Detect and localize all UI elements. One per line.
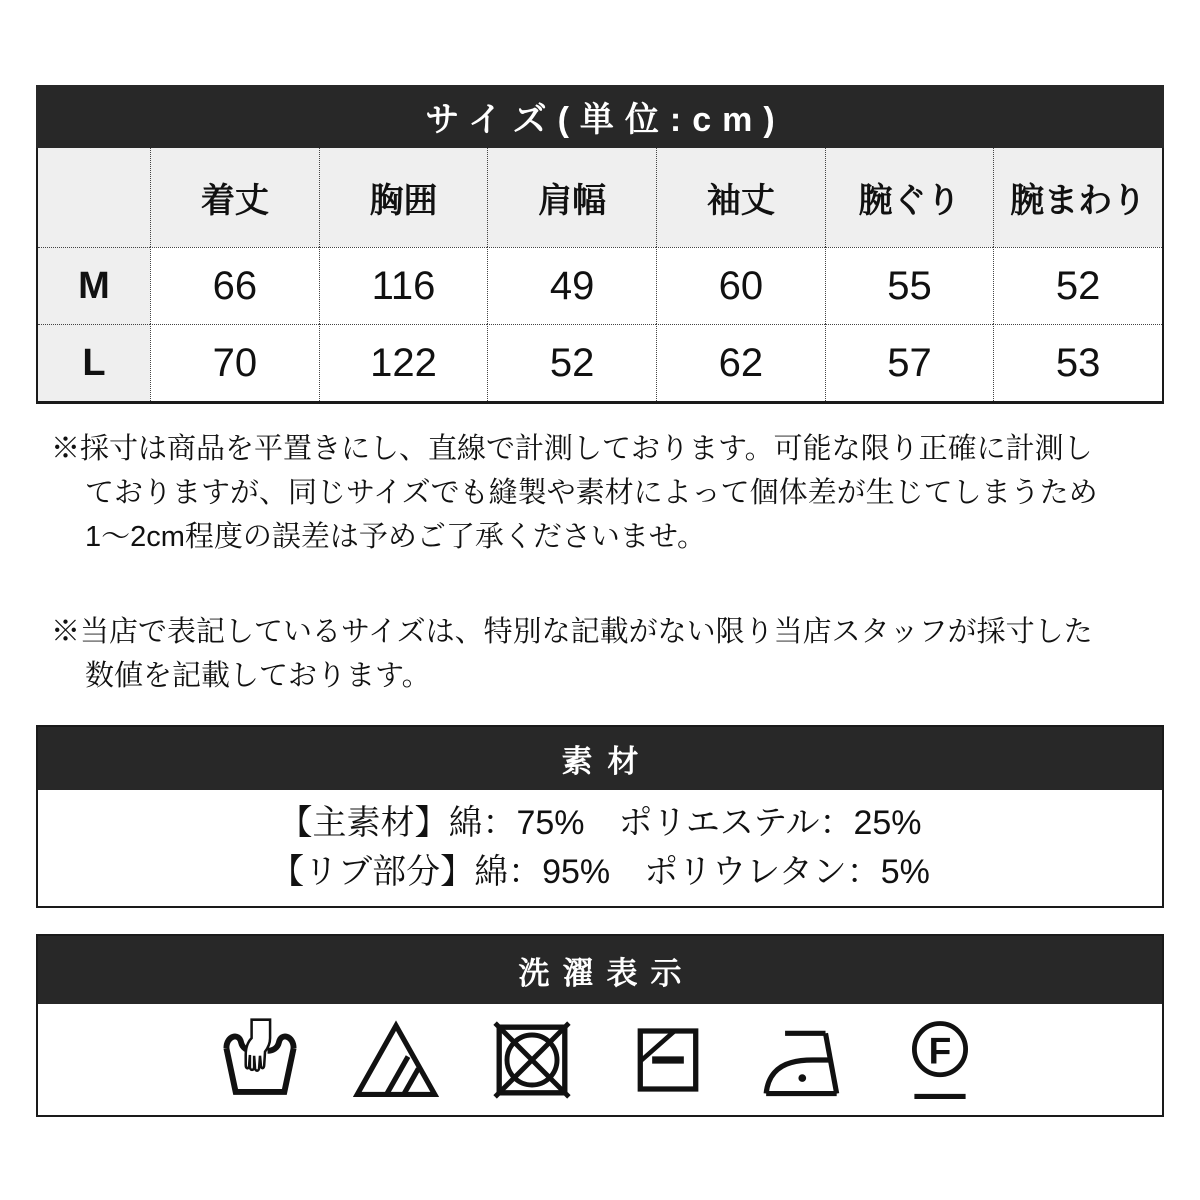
- size-row-label: M: [38, 247, 150, 324]
- note-line: ておりますが、同じサイズでも縫製や素材によって個体差が生じてしまうため: [85, 477, 1098, 509]
- dry-clean-letter: F: [928, 1028, 952, 1071]
- measurement-note: [36, 427, 1164, 559]
- note-line: ※当店で表記しているサイズは、特別な記載がない限り当店スタッフが採寸した: [51, 616, 1093, 648]
- size-value-cell: 70: [150, 324, 319, 401]
- size-column-header: 腕まわり: [993, 148, 1162, 247]
- size-value-cell: 53: [993, 324, 1162, 401]
- care-section-title: 洗濯表示: [38, 936, 1162, 1004]
- size-value-cell: 52: [993, 247, 1162, 324]
- size-value-cell: 66: [150, 247, 319, 324]
- size-column-header: 腕ぐり: [825, 148, 994, 247]
- size-value-cell: 49: [487, 247, 656, 324]
- size-column-header: 袖丈: [656, 148, 825, 247]
- dry-clean-petroleum-gentle-icon: [872, 1018, 1008, 1102]
- size-value-cell: 57: [825, 324, 994, 401]
- size-value-cell: 60: [656, 247, 825, 324]
- flat-dry-in-shade-icon: [600, 1025, 736, 1095]
- size-value-cell: 62: [656, 324, 825, 401]
- material-line: 【リブ部分】綿：95% ポリウレタン：5%: [270, 853, 930, 891]
- do-not-tumble-dry-icon: [464, 1019, 600, 1101]
- material-body: [38, 790, 1162, 906]
- note-line: 数値を記載しております。: [85, 660, 431, 692]
- size-section-title: サイズ(単位:cm): [36, 85, 1164, 148]
- care-section: [36, 934, 1164, 1117]
- size-value-cell: 52: [487, 324, 656, 401]
- size-column-header: 着丈: [150, 148, 319, 247]
- size-value-cell: 55: [825, 247, 994, 324]
- note-line: ※採寸は商品を平置きにし、直線で計測しております。可能な限り正確に計測し: [51, 433, 1093, 465]
- size-column-header: 肩幅: [487, 148, 656, 247]
- size-value-cell: 122: [319, 324, 488, 401]
- material-section: [36, 725, 1164, 908]
- hand-wash-icon: [192, 1018, 328, 1102]
- content-column: [36, 85, 1164, 1117]
- corner-cell: [38, 148, 150, 247]
- size-value-cell: 116: [319, 247, 488, 324]
- size-column-header: 胸囲: [319, 148, 488, 247]
- iron-low-temp-icon: [736, 1021, 872, 1099]
- size-table: [36, 148, 1164, 404]
- size-row-label: L: [38, 324, 150, 401]
- non-chlorine-bleach-icon: [328, 1020, 464, 1100]
- care-symbols-row: [38, 1004, 1162, 1115]
- staff-measured-note: [36, 610, 1164, 698]
- note-line: 1〜2cm程度の誤差は予めご了承くださいませ。: [85, 521, 707, 553]
- material-section-title: 素材: [38, 727, 1162, 790]
- material-line: 【主素材】綿：75% ポリエステル：25%: [278, 804, 922, 842]
